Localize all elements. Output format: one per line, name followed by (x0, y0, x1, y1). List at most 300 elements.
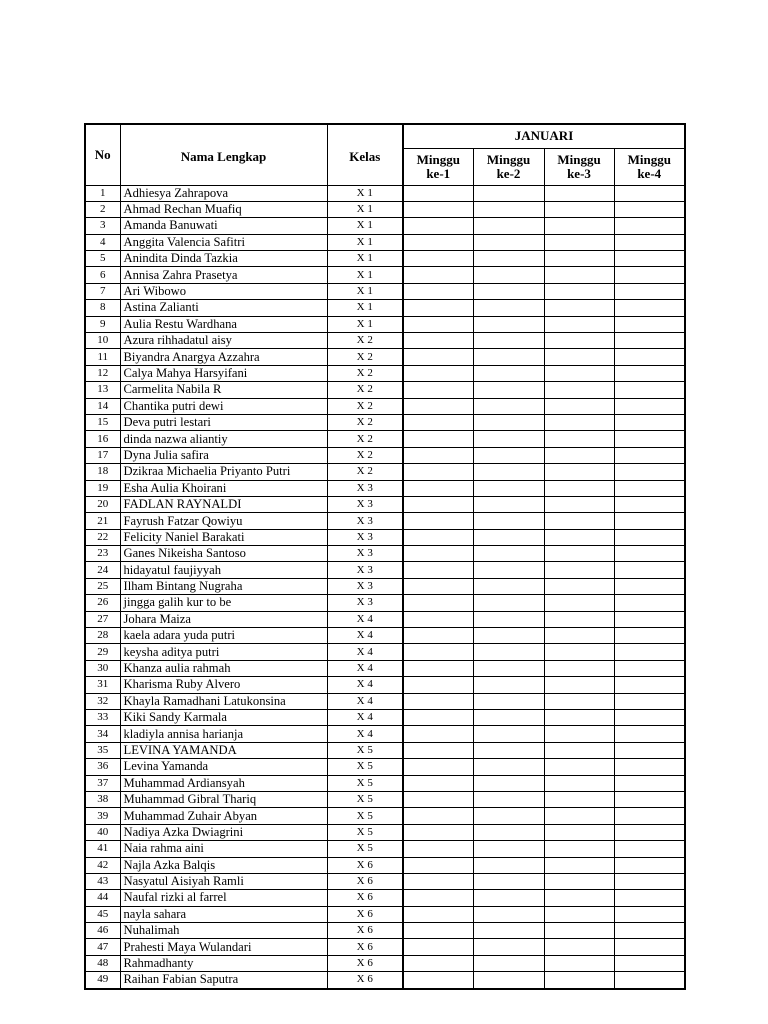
class-label: X 3 (327, 578, 403, 594)
week-1-cell (403, 480, 473, 496)
week-1-cell (403, 939, 473, 955)
class-label: X 2 (327, 398, 403, 414)
week-2-cell (473, 185, 544, 201)
table-row (85, 529, 685, 545)
student-name: Amanda Banuwati (120, 218, 327, 234)
table-row (85, 873, 685, 889)
row-number: 39 (85, 808, 120, 824)
week-2-cell (473, 267, 544, 283)
class-label: X 2 (327, 414, 403, 430)
student-name: Muhammad Zuhair Abyan (120, 808, 327, 824)
week-1-cell (403, 365, 473, 381)
class-label: X 1 (327, 267, 403, 283)
week-3-cell (544, 562, 614, 578)
week-3-cell (544, 447, 614, 463)
row-number: 44 (85, 890, 120, 906)
class-label: X 3 (327, 562, 403, 578)
class-label: X 5 (327, 759, 403, 775)
row-number: 43 (85, 873, 120, 889)
table-row (85, 480, 685, 496)
student-name: Khayla Ramadhani Latukonsina (120, 693, 327, 709)
week-3-cell (544, 251, 614, 267)
week-2-cell (473, 939, 544, 955)
table-row (85, 431, 685, 447)
week-3-cell (544, 414, 614, 430)
week-1-cell (403, 660, 473, 676)
week-3-cell (544, 857, 614, 873)
student-name: Prahesti Maya Wulandari (120, 939, 327, 955)
table-row (85, 775, 685, 791)
student-name: Levina Yamanda (120, 759, 327, 775)
week-4-cell (614, 906, 685, 922)
week-2-cell (473, 201, 544, 217)
student-name: Aulia Restu Wardhana (120, 316, 327, 332)
week-2-cell (473, 972, 544, 989)
roster-body (85, 185, 685, 989)
week-2-cell (473, 775, 544, 791)
week-3-cell (544, 496, 614, 512)
student-name: nayla sahara (120, 906, 327, 922)
week-4-cell (614, 562, 685, 578)
week-3-cell (544, 431, 614, 447)
week-1-cell (403, 316, 473, 332)
class-label: X 2 (327, 333, 403, 349)
row-number: 20 (85, 496, 120, 512)
week-1-cell (403, 923, 473, 939)
student-name: Azura rihhadatul aisy (120, 333, 327, 349)
week-1-cell (403, 791, 473, 807)
week-2-cell (473, 251, 544, 267)
week-2-cell (473, 955, 544, 971)
student-name: Najla Azka Balqis (120, 857, 327, 873)
week-1-cell (403, 562, 473, 578)
row-number: 14 (85, 398, 120, 414)
week-3-cell (544, 480, 614, 496)
week-3-cell (544, 923, 614, 939)
week-2-cell (473, 710, 544, 726)
row-number: 7 (85, 283, 120, 299)
table-row (85, 398, 685, 414)
student-name: hidayatul faujiyyah (120, 562, 327, 578)
class-label: X 2 (327, 382, 403, 398)
table-row (85, 693, 685, 709)
week-4-cell (614, 611, 685, 627)
week-1-cell (403, 693, 473, 709)
row-number: 6 (85, 267, 120, 283)
header-week-4: Minggu ke-4 (614, 148, 685, 185)
table-row (85, 382, 685, 398)
class-label: X 4 (327, 611, 403, 627)
week-3-cell (544, 759, 614, 775)
week-3-cell (544, 972, 614, 989)
row-number: 46 (85, 923, 120, 939)
week-2-cell (473, 382, 544, 398)
week-1-cell (403, 955, 473, 971)
student-name: kaela adara yuda putri (120, 628, 327, 644)
week-4-cell (614, 382, 685, 398)
student-name: Astina Zalianti (120, 300, 327, 316)
table-row (85, 628, 685, 644)
table-row (85, 185, 685, 201)
week-4-cell (614, 251, 685, 267)
table-row (85, 414, 685, 430)
class-label: X 1 (327, 201, 403, 217)
week-1-cell (403, 824, 473, 840)
row-number: 42 (85, 857, 120, 873)
table-row (85, 464, 685, 480)
row-number: 25 (85, 578, 120, 594)
row-number: 19 (85, 480, 120, 496)
week-1-cell (403, 710, 473, 726)
week-1-cell (403, 349, 473, 365)
week-3-cell (544, 234, 614, 250)
table-row (85, 923, 685, 939)
class-label: X 1 (327, 218, 403, 234)
week-1-cell (403, 185, 473, 201)
row-number: 3 (85, 218, 120, 234)
class-label: X 4 (327, 726, 403, 742)
week-2-cell (473, 906, 544, 922)
week-2-cell (473, 333, 544, 349)
row-number: 4 (85, 234, 120, 250)
week-3-cell (544, 300, 614, 316)
week-4-cell (614, 316, 685, 332)
table-row (85, 611, 685, 627)
table-row (85, 824, 685, 840)
row-number: 33 (85, 710, 120, 726)
week-1-cell (403, 447, 473, 463)
week-1-cell (403, 218, 473, 234)
attendance-table (84, 123, 686, 990)
row-number: 29 (85, 644, 120, 660)
class-label: X 4 (327, 710, 403, 726)
class-label: X 4 (327, 660, 403, 676)
week-4-cell (614, 710, 685, 726)
week-4-cell (614, 283, 685, 299)
table-row (85, 939, 685, 955)
week-2-cell (473, 300, 544, 316)
week-2-cell (473, 759, 544, 775)
week-3-cell (544, 890, 614, 906)
class-label: X 2 (327, 464, 403, 480)
row-number: 35 (85, 742, 120, 758)
week-3-cell (544, 693, 614, 709)
table-row (85, 300, 685, 316)
week-4-cell (614, 546, 685, 562)
class-label: X 4 (327, 677, 403, 693)
week-4-cell (614, 693, 685, 709)
week-3-cell (544, 578, 614, 594)
row-number: 10 (85, 333, 120, 349)
week-4-cell (614, 628, 685, 644)
week-2-cell (473, 677, 544, 693)
class-label: X 6 (327, 873, 403, 889)
week-4-cell (614, 841, 685, 857)
student-name: Biyandra Anargya Azzahra (120, 349, 327, 365)
week-4-cell (614, 824, 685, 840)
week-4-cell (614, 414, 685, 430)
week-2-cell (473, 857, 544, 873)
week-4-cell (614, 333, 685, 349)
week-4-cell (614, 857, 685, 873)
class-label: X 1 (327, 316, 403, 332)
week-1-cell (403, 234, 473, 250)
table-row (85, 972, 685, 989)
student-name: Carmelita Nabila R (120, 382, 327, 398)
week-1-cell (403, 300, 473, 316)
row-number: 32 (85, 693, 120, 709)
week-3-cell (544, 775, 614, 791)
class-label: X 6 (327, 955, 403, 971)
header-week-1: Minggu ke-1 (403, 148, 473, 185)
row-number: 27 (85, 611, 120, 627)
row-number: 8 (85, 300, 120, 316)
class-label: X 5 (327, 742, 403, 758)
table-row (85, 546, 685, 562)
table-row (85, 644, 685, 660)
student-name: Calya Mahya Harsyifani (120, 365, 327, 381)
student-name: Raihan Fabian Saputra (120, 972, 327, 989)
week-3-cell (544, 513, 614, 529)
table-row (85, 759, 685, 775)
header-week-2: Minggu ke-2 (473, 148, 544, 185)
week-1-cell (403, 972, 473, 989)
week-2-cell (473, 841, 544, 857)
class-label: X 2 (327, 447, 403, 463)
week-4-cell (614, 496, 685, 512)
week-4-cell (614, 775, 685, 791)
week-1-cell (403, 267, 473, 283)
week-2-cell (473, 464, 544, 480)
table-row (85, 251, 685, 267)
week-2-cell (473, 447, 544, 463)
class-label: X 1 (327, 283, 403, 299)
row-number: 47 (85, 939, 120, 955)
week-3-cell (544, 398, 614, 414)
student-name: Dyna Julia safira (120, 447, 327, 463)
student-name: Kiki Sandy Karmala (120, 710, 327, 726)
week-1-cell (403, 906, 473, 922)
student-name: Chantika putri dewi (120, 398, 327, 414)
row-number: 31 (85, 677, 120, 693)
week-4-cell (614, 955, 685, 971)
table-row (85, 726, 685, 742)
table-row (85, 283, 685, 299)
row-number: 24 (85, 562, 120, 578)
week-3-cell (544, 726, 614, 742)
week-2-cell (473, 414, 544, 430)
row-number: 1 (85, 185, 120, 201)
header-no: No (85, 124, 120, 185)
student-name: dinda nazwa aliantiy (120, 431, 327, 447)
week-3-cell (544, 742, 614, 758)
week-1-cell (403, 529, 473, 545)
week-2-cell (473, 873, 544, 889)
row-number: 37 (85, 775, 120, 791)
row-number: 18 (85, 464, 120, 480)
week-4-cell (614, 267, 685, 283)
week-3-cell (544, 611, 614, 627)
table-row (85, 218, 685, 234)
week-3-cell (544, 382, 614, 398)
class-label: X 3 (327, 529, 403, 545)
table-row (85, 660, 685, 676)
row-number: 2 (85, 201, 120, 217)
week-2-cell (473, 791, 544, 807)
table-row (85, 513, 685, 529)
table-row (85, 595, 685, 611)
week-4-cell (614, 759, 685, 775)
week-1-cell (403, 464, 473, 480)
week-4-cell (614, 578, 685, 594)
student-name: Adhiesya Zahrapova (120, 185, 327, 201)
table-row (85, 955, 685, 971)
week-1-cell (403, 578, 473, 594)
table-row (85, 710, 685, 726)
class-label: X 1 (327, 251, 403, 267)
student-name: Anggita Valencia Safitri (120, 234, 327, 250)
week-1-cell (403, 546, 473, 562)
row-number: 41 (85, 841, 120, 857)
week-1-cell (403, 677, 473, 693)
week-4-cell (614, 447, 685, 463)
student-name: Nuhalimah (120, 923, 327, 939)
week-3-cell (544, 808, 614, 824)
week-3-cell (544, 710, 614, 726)
class-label: X 6 (327, 857, 403, 873)
week-4-cell (614, 873, 685, 889)
table-row (85, 791, 685, 807)
table-row (85, 267, 685, 283)
student-name: Anindita Dinda Tazkia (120, 251, 327, 267)
student-name: Ari Wibowo (120, 283, 327, 299)
student-name: Annisa Zahra Prasetya (120, 267, 327, 283)
week-4-cell (614, 529, 685, 545)
class-label: X 5 (327, 808, 403, 824)
week-4-cell (614, 513, 685, 529)
week-3-cell (544, 595, 614, 611)
week-1-cell (403, 398, 473, 414)
header-name: Nama Lengkap (120, 124, 327, 185)
class-label: X 6 (327, 906, 403, 922)
row-number: 38 (85, 791, 120, 807)
week-1-cell (403, 251, 473, 267)
row-number: 17 (85, 447, 120, 463)
week-1-cell (403, 890, 473, 906)
class-label: X 3 (327, 480, 403, 496)
student-name: Muhammad Gibral Thariq (120, 791, 327, 807)
class-label: X 5 (327, 841, 403, 857)
week-4-cell (614, 923, 685, 939)
week-2-cell (473, 546, 544, 562)
week-3-cell (544, 218, 614, 234)
week-3-cell (544, 529, 614, 545)
week-4-cell (614, 349, 685, 365)
week-1-cell (403, 382, 473, 398)
header-month: JANUARI (403, 124, 685, 148)
week-2-cell (473, 595, 544, 611)
week-3-cell (544, 791, 614, 807)
week-4-cell (614, 201, 685, 217)
week-1-cell (403, 857, 473, 873)
week-1-cell (403, 431, 473, 447)
week-1-cell (403, 759, 473, 775)
week-3-cell (544, 185, 614, 201)
class-label: X 4 (327, 693, 403, 709)
student-name: Naia rahma aini (120, 841, 327, 857)
week-2-cell (473, 365, 544, 381)
class-label: X 4 (327, 628, 403, 644)
week-4-cell (614, 939, 685, 955)
student-name: Ahmad Rechan Muafiq (120, 201, 327, 217)
week-3-cell (544, 201, 614, 217)
row-number: 22 (85, 529, 120, 545)
student-name: Dzikraa Michaelia Priyanto Putri (120, 464, 327, 480)
week-2-cell (473, 283, 544, 299)
week-3-cell (544, 841, 614, 857)
week-3-cell (544, 644, 614, 660)
row-number: 12 (85, 365, 120, 381)
student-name: Rahmadhanty (120, 955, 327, 971)
student-name: Muhammad Ardiansyah (120, 775, 327, 791)
week-3-cell (544, 939, 614, 955)
week-3-cell (544, 464, 614, 480)
row-number: 40 (85, 824, 120, 840)
row-number: 30 (85, 660, 120, 676)
week-2-cell (473, 234, 544, 250)
class-label: X 4 (327, 644, 403, 660)
student-name: Naufal rizki al farrel (120, 890, 327, 906)
week-4-cell (614, 595, 685, 611)
week-3-cell (544, 349, 614, 365)
row-number: 26 (85, 595, 120, 611)
week-1-cell (403, 644, 473, 660)
header-kelas: Kelas (327, 124, 403, 185)
week-4-cell (614, 300, 685, 316)
table-row (85, 677, 685, 693)
week-2-cell (473, 808, 544, 824)
week-2-cell (473, 578, 544, 594)
student-name: Nadiya Azka Dwiagrini (120, 824, 327, 840)
week-4-cell (614, 431, 685, 447)
week-4-cell (614, 398, 685, 414)
student-name: Esha Aulia Khoirani (120, 480, 327, 496)
week-3-cell (544, 316, 614, 332)
week-3-cell (544, 267, 614, 283)
row-number: 34 (85, 726, 120, 742)
week-2-cell (473, 824, 544, 840)
class-label: X 3 (327, 513, 403, 529)
week-2-cell (473, 349, 544, 365)
week-4-cell (614, 890, 685, 906)
week-4-cell (614, 677, 685, 693)
week-3-cell (544, 365, 614, 381)
student-name: Kharisma Ruby Alvero (120, 677, 327, 693)
week-3-cell (544, 677, 614, 693)
student-name: keysha aditya putri (120, 644, 327, 660)
student-name: Ilham Bintang Nugraha (120, 578, 327, 594)
student-name: Johara Maiza (120, 611, 327, 627)
row-number: 49 (85, 972, 120, 989)
week-1-cell (403, 873, 473, 889)
class-label: X 2 (327, 431, 403, 447)
header-week-3: Minggu ke-3 (544, 148, 614, 185)
row-number: 15 (85, 414, 120, 430)
student-name: LEVINA YAMANDA (120, 742, 327, 758)
class-label: X 2 (327, 365, 403, 381)
class-label: X 1 (327, 185, 403, 201)
week-1-cell (403, 628, 473, 644)
